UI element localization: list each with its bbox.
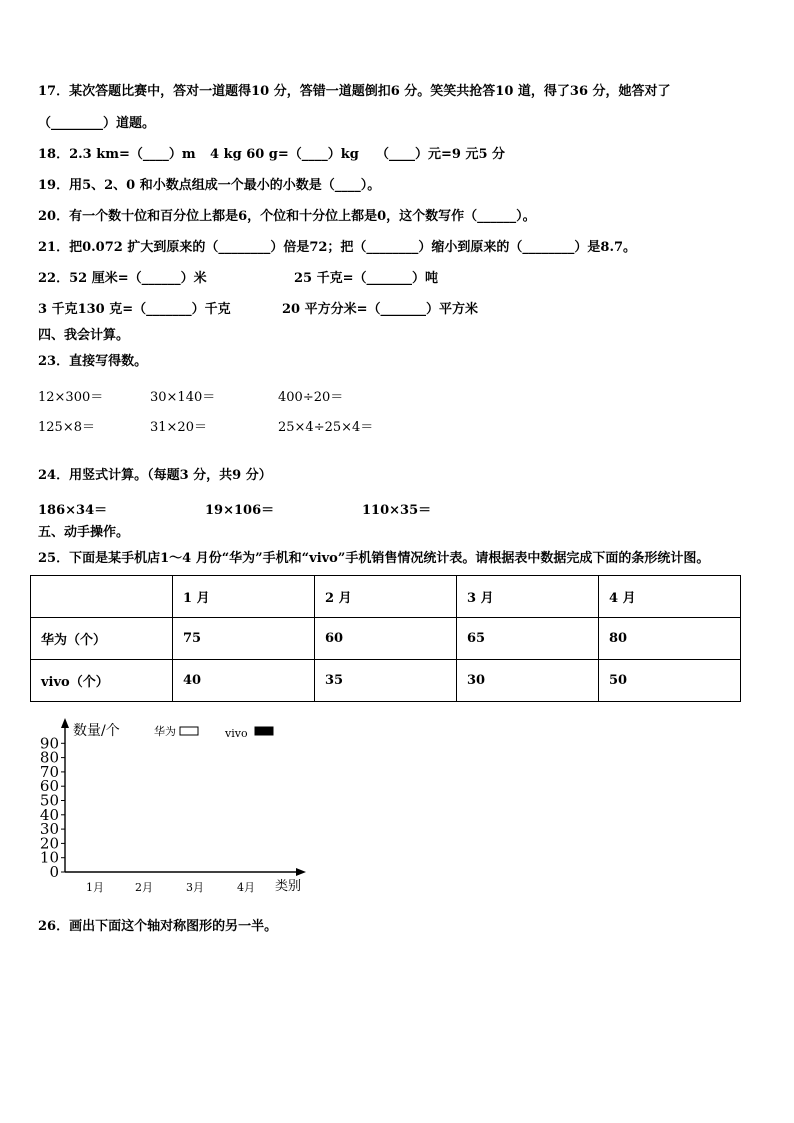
q23-item: 12×300＝ (38, 390, 104, 405)
q23-item: 25×4÷25×4＝ (278, 420, 374, 435)
table-cell: 60 (315, 618, 457, 660)
table-cell: 80 (599, 618, 741, 660)
x-category-label: 4月 (237, 881, 255, 894)
table-row-label: 华为（个） (31, 618, 173, 660)
legend-swatch-huawei (180, 727, 198, 735)
x-category-label: 2月 (135, 881, 153, 894)
table-header-cell: 4 月 (599, 576, 741, 618)
y-axis-label: 数量/个 (73, 723, 120, 739)
table-cell: 75 (173, 618, 315, 660)
x-axis-label: 类别 (275, 879, 302, 894)
q24-item: 19×106＝ (205, 503, 275, 518)
y-tick-label: 60 (39, 777, 59, 796)
q23-item: 125×8＝ (38, 420, 95, 435)
q23-item: 400÷20＝ (278, 390, 344, 405)
y-tick-label: 70 (39, 762, 59, 781)
y-tick-label: 40 (39, 805, 59, 824)
section-4-heading: 四、我会计算。 (38, 328, 130, 343)
table-header-cell: 3 月 (457, 576, 599, 618)
q26-text: 26．画出下面这个轴对称图形的另一半。 (38, 919, 278, 934)
x-category-label: 3月 (186, 881, 204, 894)
y-tick-label: 50 (39, 791, 59, 810)
q19-text: 19．用5、2、0 和小数点组成一个最小的小数是（____）。 (38, 178, 381, 193)
table-cell: 50 (599, 660, 741, 702)
y-tick-label: 90 (39, 734, 59, 753)
x-axis-arrow-icon (296, 868, 306, 876)
x-category-label: 1月 (86, 881, 104, 894)
y-tick-label: 20 (39, 834, 59, 853)
q22-a: 22．52 厘米=（______）米 (38, 271, 207, 286)
table-header-cell: 1 月 (173, 576, 315, 618)
table-row-label: vivo（个） (31, 660, 173, 702)
q17-line2: （________）道题。 (38, 116, 156, 131)
legend-label-huawei: 华为 (154, 725, 176, 738)
q23-item: 30×140＝ (150, 390, 216, 405)
q22-b: 25 千克=（_______）吨 (294, 271, 439, 286)
q23-title: 23．直接写得数。 (38, 354, 148, 369)
q24-item: 186×34＝ (38, 503, 108, 518)
q20-text: 20．有一个数十位和百分位上都是6，个位和十分位上都是0，这个数写作（______）。 (38, 209, 536, 224)
q18-part3: （____）元=9 元5 分 (376, 147, 506, 162)
section-5-heading: 五、动手操作。 (38, 525, 130, 540)
table-cell: 30 (457, 660, 599, 702)
y-axis-arrow-icon (61, 718, 69, 728)
q23-item: 31×20＝ (150, 420, 207, 435)
y-tick-label: 80 (39, 748, 59, 767)
table-cell: 40 (173, 660, 315, 702)
y-tick-label: 30 (39, 820, 59, 839)
q21-text: 21．把0.072 扩大到原来的（________）倍是72；把（________）缩小到原来的（________）是8.7。 (38, 240, 637, 255)
y-tick-label: 0 (49, 863, 59, 881)
q22-d: 20 平方分米=（_______）平方米 (282, 302, 479, 317)
q25-title: 25．下面是某手机店1～4 月份“华为”手机和“vivo”手机销售情况统计表。请根据表中数据完成下面的条形统计图。 (38, 551, 710, 566)
q22-c: 3 千克130 克=（_______）千克 (38, 302, 231, 317)
table-cell: 35 (315, 660, 457, 702)
legend-label-vivo: vivo (225, 727, 248, 740)
q24-title: 24．用竖式计算。（每题3 分，共9 分） (38, 468, 272, 483)
q17-line1: 17．某次答题比赛中，答对一道题得10 分，答错一道题倒扣6 分。笑笑共抢答10 道，得了36 分，她答对了 (38, 84, 671, 99)
table-header-cell: 2 月 (315, 576, 457, 618)
legend-swatch-vivo (255, 727, 273, 735)
table-cell: 65 (457, 618, 599, 660)
q24-item: 110×35＝ (362, 503, 432, 518)
q18-part2: 4 kg 60 g=（____）kg (210, 147, 359, 162)
q18-part1: 18．2.3 km=（____）m (38, 147, 196, 162)
y-tick-label: 10 (39, 848, 59, 867)
